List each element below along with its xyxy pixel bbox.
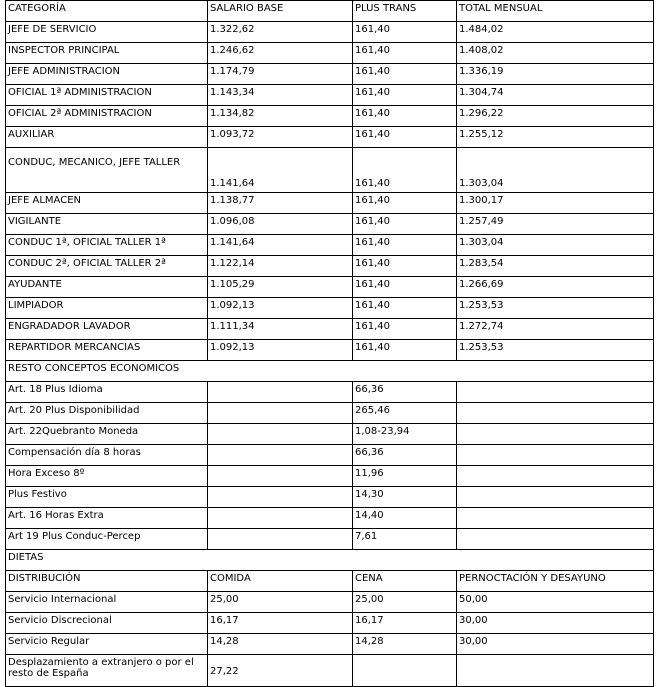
empty-cell (457, 466, 654, 487)
salary-plus: 161,40 (353, 256, 457, 277)
salary-total: 1.408,02 (457, 43, 654, 64)
empty-cell (208, 445, 353, 466)
resto-concepto: Plus Festivo (6, 487, 208, 508)
salary-plus: 161,40 (353, 106, 457, 127)
salary-base: 1.246,62 (208, 43, 353, 64)
dietas-distribucion: Servicio Internacional (6, 592, 208, 613)
salary-row (6, 277, 654, 298)
salary-base: 1.141,64 (208, 148, 353, 193)
salary-categoria: ENGRADADOR LAVADOR (6, 319, 208, 340)
salary-row (6, 298, 654, 319)
empty-cell (208, 487, 353, 508)
resto-valor: 14,30 (353, 487, 457, 508)
salary-base: 1.134,82 (208, 106, 353, 127)
dietas-cena: 25,00 (353, 592, 457, 613)
empty-cell (457, 655, 654, 687)
salary-plus: 161,40 (353, 214, 457, 235)
resto-row (6, 529, 654, 550)
salary-total: 1.303,04 (457, 235, 654, 256)
dietas-header-row (6, 571, 654, 592)
empty-cell (457, 487, 654, 508)
salary-total: 1.253,53 (457, 298, 654, 319)
dietas-title-row (6, 550, 654, 571)
resto-row (6, 445, 654, 466)
salary-base: 1.141,64 (208, 235, 353, 256)
salary-plus: 161,40 (353, 127, 457, 148)
salary-base: 1.092,13 (208, 298, 353, 319)
resto-title-row (6, 361, 654, 382)
resto-title: RESTO CONCEPTOS ECONOMICOS (6, 361, 654, 382)
salary-total: 1.253,53 (457, 340, 654, 361)
dietas-comida: 14,28 (208, 634, 353, 655)
dietas-comida: 16,17 (208, 613, 353, 634)
salary-total: 1.272,74 (457, 319, 654, 340)
salary-base: 1.122,14 (208, 256, 353, 277)
salary-row (6, 64, 654, 85)
resto-row (6, 403, 654, 424)
resto-concepto: Art. 20 Plus Disponibilidad (6, 403, 208, 424)
salary-plus: 161,40 (353, 43, 457, 64)
header-pernoctacion: PERNOCTACIÓN Y DESAYUNO (457, 571, 654, 592)
salary-categoria: JEFE ADMINISTRACION (6, 64, 208, 85)
salary-plus: 161,40 (353, 64, 457, 85)
empty-cell (457, 508, 654, 529)
salary-total: 1.255,12 (457, 127, 654, 148)
salary-categoria: CONDUC 2ª, OFICIAL TALLER 2ª (6, 256, 208, 277)
salary-base: 1.138,77 (208, 193, 353, 214)
salary-categoria: LIMPIADOR (6, 298, 208, 319)
salary-row (6, 319, 654, 340)
salary-base: 1.092,13 (208, 340, 353, 361)
empty-cell (457, 424, 654, 445)
salary-row (6, 340, 654, 361)
salary-base: 1.143,34 (208, 85, 353, 106)
resto-valor: 14,40 (353, 508, 457, 529)
salary-row (6, 148, 654, 193)
salary-total: 1.304,74 (457, 85, 654, 106)
salary-categoria: CONDUC, MECANICO, JEFE TALLER (6, 148, 208, 193)
salary-total: 1.484,02 (457, 22, 654, 43)
salary-plus: 161,40 (353, 22, 457, 43)
salary-total: 1.266,69 (457, 277, 654, 298)
salary-plus: 161,40 (353, 85, 457, 106)
empty-cell (457, 382, 654, 403)
resto-valor: 1,08-23,94 (353, 424, 457, 445)
salary-plus: 161,40 (353, 340, 457, 361)
salary-total: 1.300,17 (457, 193, 654, 214)
salary-plus: 161,40 (353, 277, 457, 298)
header-plus-trans: PLUS TRANS (353, 1, 457, 22)
salary-base: 1.111,34 (208, 319, 353, 340)
salary-row (6, 22, 654, 43)
dietas-row (6, 592, 654, 613)
salary-row (6, 235, 654, 256)
resto-row (6, 466, 654, 487)
salary-base: 1.096,08 (208, 214, 353, 235)
desplazamiento-valor: 27,22 (208, 655, 353, 687)
header-salario-base: SALARIO BASE (208, 1, 353, 22)
salary-row (6, 85, 654, 106)
salary-table (5, 0, 654, 687)
salary-categoria: JEFE DE SERVICIO (6, 22, 208, 43)
salary-plus: 161,40 (353, 193, 457, 214)
empty-cell (457, 403, 654, 424)
salary-categoria: AUXILIAR (6, 127, 208, 148)
dietas-row (6, 613, 654, 634)
empty-cell (208, 382, 353, 403)
header-comida: COMIDA (208, 571, 353, 592)
empty-cell (353, 655, 457, 687)
resto-valor: 66,36 (353, 382, 457, 403)
header-distribucion: DISTRIBUCIÓN (6, 571, 208, 592)
resto-row (6, 424, 654, 445)
salary-categoria: AYUDANTE (6, 277, 208, 298)
salary-categoria: JEFE ALMACEN (6, 193, 208, 214)
resto-concepto: Art. 22Quebranto Moneda (6, 424, 208, 445)
salary-total: 1.283,54 (457, 256, 654, 277)
resto-row (6, 508, 654, 529)
empty-cell (457, 445, 654, 466)
resto-row (6, 382, 654, 403)
salary-base: 1.174,79 (208, 64, 353, 85)
dietas-pernoctacion: 50,00 (457, 592, 654, 613)
dietas-row (6, 634, 654, 655)
dietas-distribucion: Servicio Regular (6, 634, 208, 655)
salary-total: 1.296,22 (457, 106, 654, 127)
header-row (6, 1, 654, 22)
salary-plus: 161,40 (353, 298, 457, 319)
empty-cell (208, 508, 353, 529)
salary-row (6, 256, 654, 277)
dietas-cena: 14,28 (353, 634, 457, 655)
dietas-cena: 16,17 (353, 613, 457, 634)
salary-plus: 161,40 (353, 148, 457, 193)
salary-categoria: VIGILANTE (6, 214, 208, 235)
desplazamiento-row (6, 655, 654, 687)
salary-base: 1.093,72 (208, 127, 353, 148)
salary-categoria: INSPECTOR PRINCIPAL (6, 43, 208, 64)
empty-cell (208, 424, 353, 445)
empty-cell (208, 403, 353, 424)
salary-row (6, 214, 654, 235)
empty-cell (208, 466, 353, 487)
resto-row (6, 487, 654, 508)
salary-categoria: REPARTIDOR MERCANCIAS (6, 340, 208, 361)
resto-concepto: Art. 16 Horas Extra (6, 508, 208, 529)
resto-concepto: Art. 18 Plus Idioma (6, 382, 208, 403)
resto-concepto: Art 19 Plus Conduc-Percep (6, 529, 208, 550)
salary-row (6, 43, 654, 64)
salary-row (6, 106, 654, 127)
resto-concepto: Hora Exceso 8º (6, 466, 208, 487)
header-cena: CENA (353, 571, 457, 592)
dietas-pernoctacion: 30,00 (457, 634, 654, 655)
salary-base: 1.322,62 (208, 22, 353, 43)
salary-categoria: CONDUC 1ª, OFICIAL TALLER 1ª (6, 235, 208, 256)
resto-valor: 66,36 (353, 445, 457, 466)
salary-plus: 161,40 (353, 235, 457, 256)
resto-concepto: Compensación día 8 horas (6, 445, 208, 466)
dietas-pernoctacion: 30,00 (457, 613, 654, 634)
salary-categoria: OFICIAL 2ª ADMINISTRACION (6, 106, 208, 127)
dietas-title: DIETAS (6, 550, 654, 571)
salary-base: 1.105,29 (208, 277, 353, 298)
header-total-mensual: TOTAL MENSUAL (457, 1, 654, 22)
salary-total: 1.336,19 (457, 64, 654, 85)
header-categoria: CATEGORÍA (6, 1, 208, 22)
empty-cell (208, 529, 353, 550)
salary-total: 1.303,04 (457, 148, 654, 193)
resto-valor: 7,61 (353, 529, 457, 550)
dietas-distribucion: Servicio Discrecional (6, 613, 208, 634)
salary-categoria: OFICIAL 1ª ADMINISTRACION (6, 85, 208, 106)
salary-total: 1.257,49 (457, 214, 654, 235)
resto-valor: 11,96 (353, 466, 457, 487)
empty-cell (457, 529, 654, 550)
salary-row (6, 193, 654, 214)
desplazamiento-concepto: Desplazamiento a extranjero o por el resto de España (6, 655, 208, 687)
salary-plus: 161,40 (353, 319, 457, 340)
resto-valor: 265,46 (353, 403, 457, 424)
dietas-comida: 25,00 (208, 592, 353, 613)
salary-row (6, 127, 654, 148)
